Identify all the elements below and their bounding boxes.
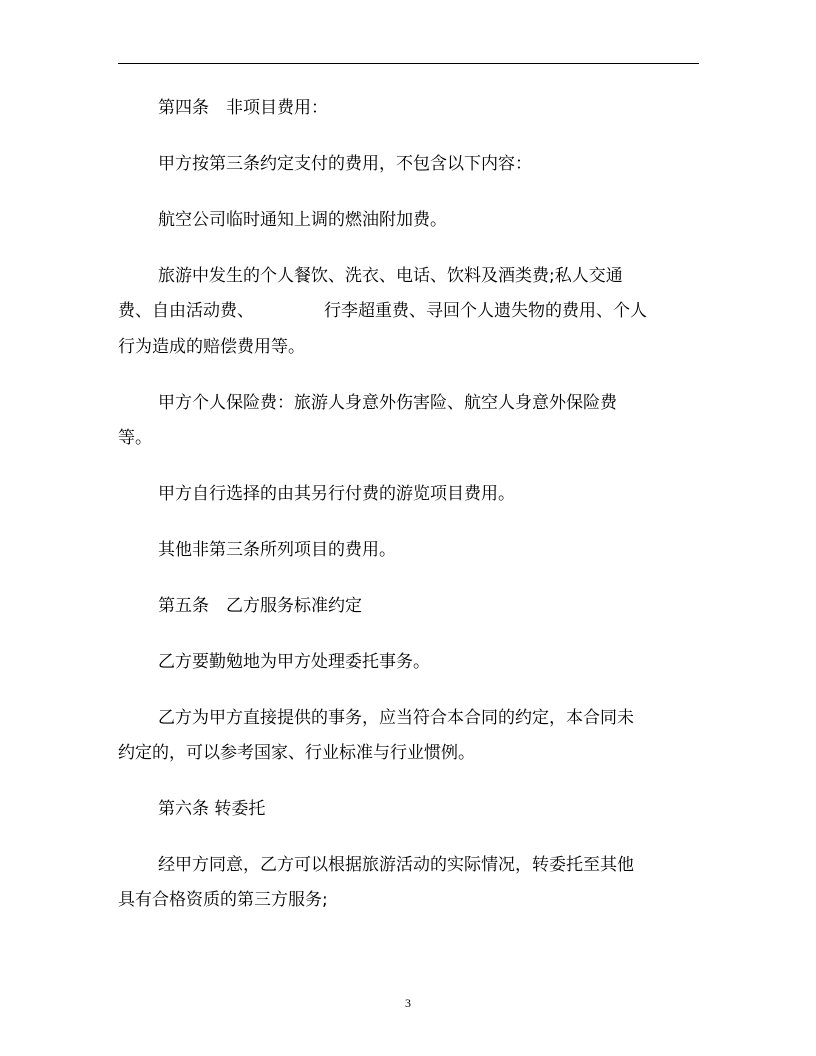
paragraph: 航空公司临时通知上调的燃油附加费。 xyxy=(158,210,447,230)
paragraph: 甲方自行选择的由其另行付费的游览项目费用。 xyxy=(158,484,515,504)
paragraph-line: 等。 xyxy=(118,428,152,448)
article-4-heading: 第四条 非项目费用： xyxy=(158,98,328,118)
paragraph: 其他非第三条所列项目的费用。 xyxy=(158,540,396,560)
paragraph-line: 具有合格资质的第三方服务; xyxy=(118,890,328,910)
paragraph-line: 约定的，可以参考国家、行业标准与行业惯例。 xyxy=(118,743,475,763)
paragraph-line: 经甲方同意，乙方可以根据旅游活动的实际情况，转委托至其他 xyxy=(158,855,634,875)
paragraph: 甲方按第三条约定支付的费用，不包含以下内容： xyxy=(158,154,532,174)
paragraph-line xyxy=(118,294,699,328)
paragraph-line: 行为造成的赔偿费用等。 xyxy=(118,337,305,357)
article-5-heading: 第五条 乙方服务标准约定 xyxy=(158,596,362,616)
header-rule xyxy=(118,63,699,64)
paragraph-line: 甲方个人保险费：旅游人身意外伤害险、航空人身意外保险费 xyxy=(158,393,617,413)
paragraph: 乙方要勤勉地为甲方处理委托事务。 xyxy=(158,652,430,672)
paragraph-segment: 行李超重费、寻回个人遗失物的费用、个人 xyxy=(324,301,647,321)
paragraph-line: 旅游中发生的个人餐饮、洗衣、电话、饮料及酒类费;私人交通 xyxy=(158,266,623,286)
article-6-heading: 第六条 转委托 xyxy=(158,799,266,819)
page-number: 3 xyxy=(405,996,411,1010)
paragraph-line: 乙方为甲方直接提供的事务，应当符合本合同的约定，本合同未 xyxy=(158,708,634,728)
paragraph-segment: 费、自由活动费、 xyxy=(118,301,254,321)
